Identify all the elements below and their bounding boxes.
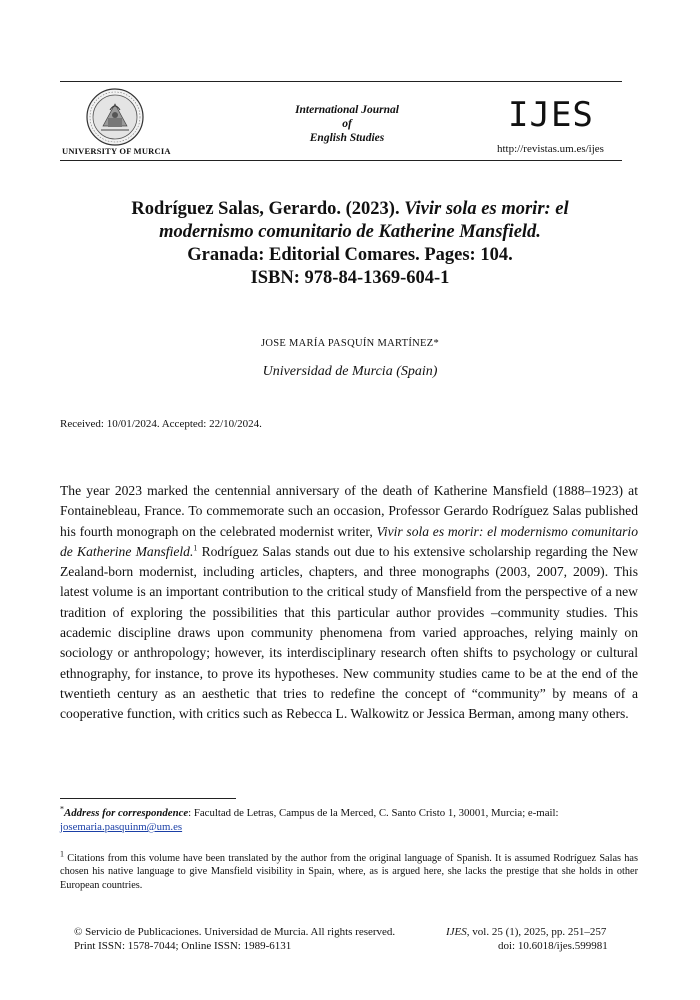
correspondence-label: Address for correspondence	[64, 807, 189, 819]
title-line-2	[40, 221, 660, 244]
footer-issn: Print ISSN: 1578-7044; Online ISSN: 1989-6131	[74, 940, 292, 952]
ijes-logo: IJES	[508, 95, 594, 135]
title-line-1	[40, 198, 660, 221]
title-citation: Rodríguez Salas, Gerardo. (2023).	[131, 199, 400, 219]
correspondence-address: : Facultad de Letras, Campus de la Merced, C. Santo Cristo 1, 30001, Murcia; e-mail:	[188, 807, 559, 819]
footnote-1-marker: 1	[60, 849, 64, 859]
correspondence-footnote	[60, 806, 638, 834]
footnote-separator	[60, 798, 236, 799]
journal-name-line1: International Journal	[295, 104, 399, 116]
review-title	[40, 198, 660, 290]
footer-doi[interactable]: doi: 10.6018/ijes.599981	[498, 940, 608, 952]
journal-name-line2: of	[342, 118, 352, 130]
title-book-italic-1: Vivir sola es morir: el	[404, 199, 569, 219]
title-line-4: ISBN: 978-84-1369-604-1	[250, 268, 450, 288]
body-text-part1: The year 2023 marked the centennial anniversary of the death of Katherine Mansfield (1888–1923) at Fontainebleau, France. To commemorate such an occasion, Professor Gerardo Rodríguez Salas published his fourth monograph on the celebrated modernist writer,	[60, 483, 638, 539]
author-affiliation: Universidad de Murcia (Spain)	[262, 364, 438, 379]
body-book-title: Vivir sola es morir: el modernismo comunitario de Katherine Mansfield.	[60, 523, 639, 559]
footnote-1-text: Citations from this volume have been translated by the author from the original language of Spanish. It is assumed Rodríguez Salas has chosen his native language to give Mansfield visibility in Spain, where, as is argued here, she lacks the prestige that she holds in other European countries.	[60, 853, 638, 891]
received-accepted-dates: Received: 10/01/2024. Accepted: 22/10/2024.	[60, 418, 262, 430]
journal-name-line3: English Studies	[309, 132, 385, 144]
header-bottom-rule	[60, 160, 622, 161]
footnote-reference-1[interactable]: 1	[193, 543, 198, 553]
body-paragraph	[60, 481, 638, 725]
journal-url[interactable]: http://revistas.um.es/ijes	[497, 143, 604, 155]
title-line-3: Granada: Editorial Comares. Pages: 104.	[187, 245, 513, 265]
footer-copyright: © Servicio de Publicaciones. Universidad de Murcia. All rights reserved.	[74, 926, 396, 938]
university-name: UNIVERSITY OF MURCIA	[62, 146, 171, 156]
footer-journal-abbrev: IJES	[446, 926, 467, 938]
title-book-italic-2: modernismo comunitario de Katherine Mansfield.	[159, 222, 541, 242]
footer-citation	[446, 925, 606, 939]
footnote-1	[60, 849, 638, 892]
header-top-rule	[60, 81, 622, 82]
body-text-part2: Rodríguez Salas stands out due to his extensive scholarship regarding the New Zealand-born modernist, including articles, chapters, and three monographs (2003, 2007, 2009). This latest volume is an important contribution to the critical study of Mansfield from the perspective of a new tradition of exploring the possibilities that this particular author provides –community studies. This academic discipline draws upon community phenomena from varied approaches, relying mainly on sociology or anthropology; however, its interdisciplinary research often shifts to psychology or cultural ethnography, for instance, to prove its hypotheses. New community studies came to be at the end of the twentieth century as an aesthetic that tries to redefine the concept of “community” by means of a cooperative function, with critics such as Rebecca L. Walkowitz or Jessica Berman, among many others.	[60, 543, 639, 722]
university-seal-logo	[86, 88, 144, 146]
author-name: JOSE MARÍA PASQUÍN MARTÍNEZ*	[260, 338, 440, 349]
correspondence-marker: *	[60, 804, 64, 814]
correspondence-email-link[interactable]: josemaria.pasquinm@um.es	[60, 821, 183, 833]
footer-volume-pages: , vol. 25 (1), 2025, pp. 251–257	[466, 926, 607, 938]
journal-name	[272, 103, 422, 145]
seal-icon	[86, 88, 144, 146]
